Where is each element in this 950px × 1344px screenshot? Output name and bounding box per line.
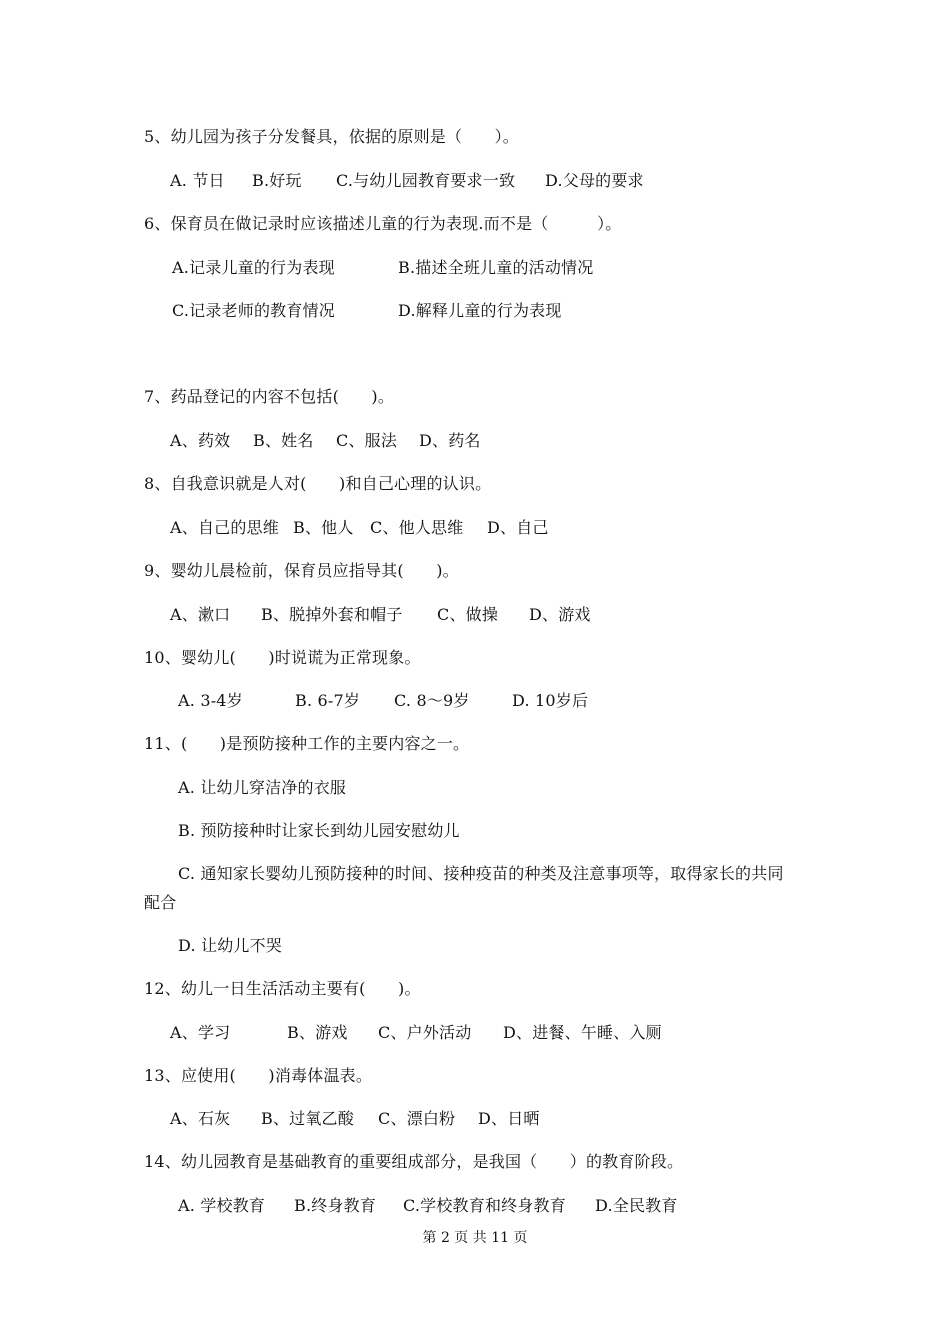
question-9-options: [0, 604, 950, 626]
question-6-option-b: B.描述全班儿童的活动情况: [398, 258, 594, 277]
question-13-options: [0, 1108, 950, 1130]
question-9-option-d: D、游戏: [529, 605, 591, 624]
question-7-stem: 7、药品登记的内容不包括( )。: [144, 387, 395, 406]
question-11-option-c: C. 通知家长婴幼儿预防接种的时间、接种疫苗的种类及注意事项等，取得家长的共同: [178, 864, 784, 883]
question-11-option-a: A. 让幼儿穿洁净的衣服: [178, 778, 347, 797]
question-10-options: [0, 690, 950, 712]
question-12-options: [0, 1022, 950, 1044]
question-9-stem: 9、婴幼儿晨检前，保育员应指导其( )。: [144, 561, 459, 580]
question-12-option-c: C、户外活动: [378, 1023, 472, 1042]
question-5-stem: 5、幼儿园为孩子分发餐具，依据的原则是（ ）。: [144, 127, 519, 146]
question-11-option-b: B. 预防接种时让家长到幼儿园安慰幼儿: [178, 821, 460, 840]
question-6-options-row-1: [0, 257, 950, 279]
question-5-option-c: C.与幼儿园教育要求一致: [336, 171, 516, 190]
question-14-stem: 14、幼儿园教育是基础教育的重要组成部分，是我国（ ）的教育阶段。: [144, 1152, 684, 1171]
question-14-option-d: D.全民教育: [595, 1196, 678, 1215]
question-10-option-a: A. 3-4岁: [178, 691, 243, 710]
question-7-option-d: D、药名: [419, 431, 481, 450]
question-12-stem: 12、幼儿一日生活活动主要有( )。: [144, 979, 421, 998]
question-5-options: [0, 170, 950, 192]
question-5-option-b: B.好玩: [252, 171, 302, 190]
page-number-footer: 第 2 页 共 11 页: [422, 1230, 528, 1246]
question-14-option-c: C.学校教育和终身教育: [403, 1196, 566, 1215]
question-6-options-row-2: [0, 300, 950, 322]
question-8-option-d: D、自己: [487, 518, 549, 537]
question-6-option-c: C.记录老师的教育情况: [172, 301, 335, 320]
question-14-option-a: A. 学校教育: [178, 1196, 266, 1215]
question-8-option-a: A、自己的思维: [170, 518, 279, 537]
question-12-option-d: D、进餐、午睡、入厕: [503, 1023, 662, 1042]
question-10-option-b: B. 6-7岁: [295, 691, 361, 710]
question-8-option-c: C、他人思维: [370, 518, 464, 537]
question-14-option-b: B.终身教育: [294, 1196, 377, 1215]
question-12-option-b: B、游戏: [287, 1023, 348, 1042]
question-7-option-c: C、服法: [336, 431, 398, 450]
question-9-option-b: B、脱掉外套和帽子: [261, 605, 403, 624]
question-13-option-a: A、石灰: [170, 1109, 231, 1128]
question-6-option-d: D.解释儿童的行为表现: [398, 301, 562, 320]
question-8-options: [0, 517, 950, 539]
question-9-option-c: C、做操: [437, 605, 499, 624]
question-10-option-d: D. 10岁后: [512, 691, 589, 710]
question-5-option-d: D.父母的要求: [545, 171, 644, 190]
question-10-stem: 10、婴幼儿( )时说谎为正常现象。: [144, 648, 421, 667]
question-13-option-d: D、日晒: [478, 1109, 540, 1128]
question-7-option-a: A、药效: [170, 431, 231, 450]
question-13-option-b: B、过氧乙酸: [261, 1109, 354, 1128]
question-13-stem: 13、应使用( )消毒体温表。: [144, 1066, 373, 1085]
question-5-option-a: A. 节日: [170, 171, 225, 190]
question-6-option-a: A.记录儿童的行为表现: [172, 258, 335, 277]
question-8-option-b: B、他人: [293, 518, 354, 537]
question-6-stem: 6、保育员在做记录时应该描述儿童的行为表现.而不是（ ）。: [144, 214, 622, 233]
question-12-option-a: A、学习: [170, 1023, 231, 1042]
question-8-stem: 8、自我意识就是人对( )和自己心理的认识。: [144, 474, 492, 493]
question-11-option-c-continued: 配合: [144, 893, 177, 912]
question-14-options: [0, 1195, 950, 1217]
question-7-options: [0, 430, 950, 452]
question-11-option-d: D. 让幼儿不哭: [178, 936, 283, 955]
question-13-option-c: C、漂白粉: [378, 1109, 456, 1128]
question-7-option-b: B、姓名: [253, 431, 314, 450]
question-10-option-c: C. 8～9岁: [394, 691, 470, 710]
question-9-option-a: A、漱口: [170, 605, 231, 624]
question-11-stem: 11、( )是预防接种工作的主要内容之一。: [144, 734, 470, 753]
